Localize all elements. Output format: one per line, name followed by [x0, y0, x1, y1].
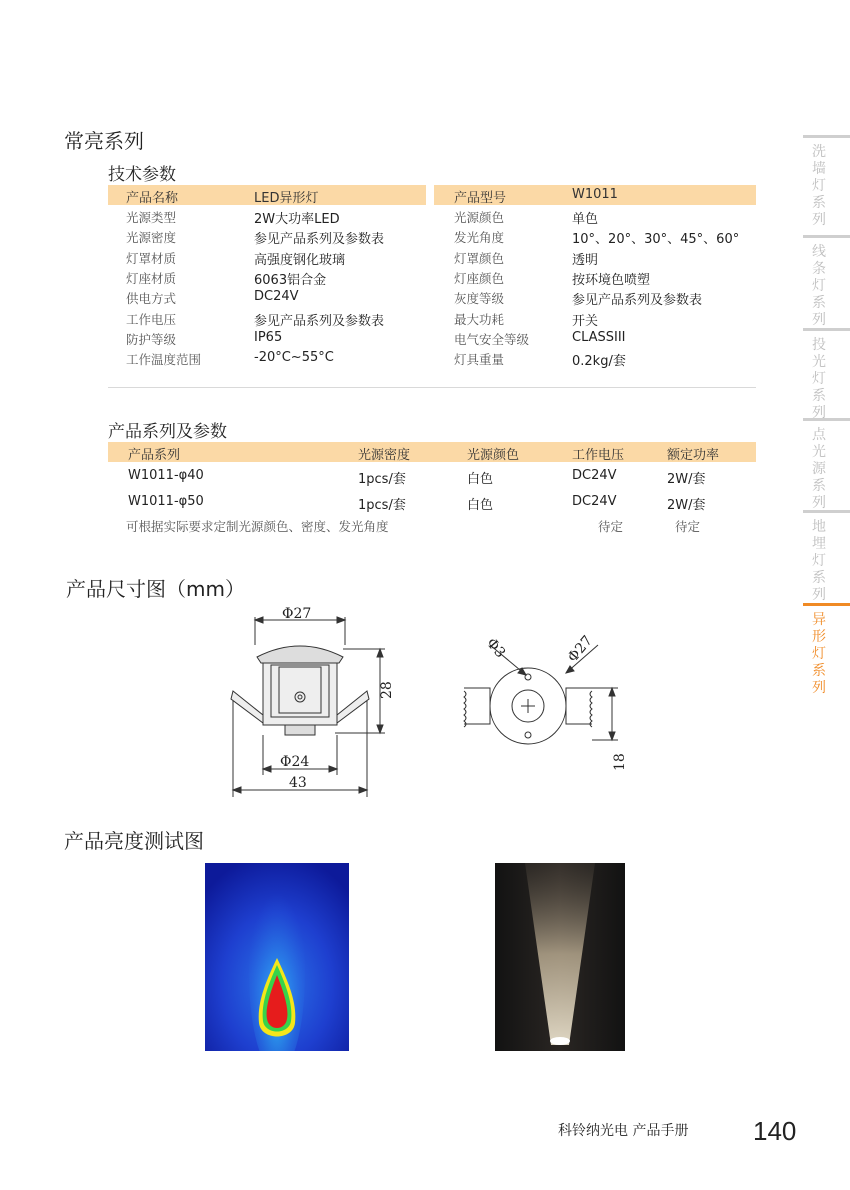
- spec-row-cell: 工作电压: [126, 311, 177, 327]
- series-col-color: 光源颜色: [467, 448, 520, 463]
- dim-depth-label: 18: [612, 753, 628, 771]
- side-tab[interactable]: [803, 510, 850, 602]
- series-heading: 产品系列及参数: [108, 422, 227, 442]
- side-tab-label: 地埋灯系列: [812, 519, 826, 603]
- series-col-power: 额定功率: [667, 448, 720, 463]
- dim-diameter-label: Φ27: [564, 632, 596, 666]
- series-row-cell: 1pcs/套: [358, 472, 406, 487]
- spec-row-cell: 发光角度: [454, 230, 505, 246]
- spec-row-cell: DC24V: [254, 289, 299, 305]
- spec-row-cell: 工作温度范围: [126, 352, 202, 368]
- brightness-heading: 产品亮度测试图: [64, 829, 204, 853]
- spec-row-cell: 光源密度: [126, 230, 177, 246]
- series-row-cell: DC24V: [572, 468, 617, 483]
- spec-row-cell: -20°C~55°C: [254, 350, 334, 366]
- side-tab[interactable]: [803, 235, 850, 326]
- section-title: 常亮系列: [64, 129, 144, 153]
- beam-image: [495, 863, 625, 1051]
- spec-row-cell: 10°、20°、30°、45°、60°: [572, 232, 740, 248]
- spec-row-cell: 灯座材质: [126, 270, 177, 286]
- spec-row-cell: 最大功耗: [454, 311, 505, 327]
- series-col-density: 光源密度: [358, 448, 411, 463]
- spec-header-model-label: 产品型号: [454, 191, 507, 206]
- top-view-drawing: [458, 615, 638, 785]
- side-tab[interactable]: [803, 135, 850, 234]
- spec-row-cell: 电气安全等级: [454, 331, 530, 347]
- series-col-voltage: 工作电压: [572, 448, 625, 463]
- spec-row-cell: 防护等级: [126, 331, 177, 347]
- spec-row-cell: 单色: [572, 212, 599, 227]
- spec-row-cell: 灰度等级: [454, 291, 505, 307]
- spec-row-cell: IP65: [254, 329, 283, 345]
- spec-row-cell: 0.2kg/套: [572, 354, 626, 370]
- spec-row-cell: 参见产品系列及参数表: [254, 313, 385, 329]
- spec-row-cell: 光源类型: [126, 210, 177, 225]
- spec-row-cell: 参见产品系列及参数表: [572, 293, 703, 309]
- series-row-cell: 1pcs/套: [358, 498, 406, 513]
- dim-width-label: 43: [289, 775, 307, 791]
- spec-row-cell: 透明: [572, 252, 599, 268]
- series-row-cell: W1011-φ50: [128, 494, 204, 509]
- spec-row-cell: 灯具重量: [454, 352, 505, 368]
- page-number: 140: [753, 1116, 797, 1146]
- side-view-drawing: [225, 605, 405, 805]
- series-row-cell: W1011-φ40: [128, 468, 204, 483]
- spec-row-cell: 按环境色喷塑: [572, 272, 651, 288]
- side-tab-label: 线条灯系列: [812, 244, 826, 328]
- series-row-cell: DC24V: [572, 494, 617, 509]
- spec-row-cell: 灯罩材质: [126, 250, 177, 266]
- spec-row-cell: 参见产品系列及参数表: [254, 232, 385, 248]
- side-tab[interactable]: [803, 328, 850, 421]
- spec-row-cell: CLASSIII: [572, 329, 626, 345]
- spec-row-cell: 灯罩颜色: [454, 250, 505, 266]
- series-row-cell: 2W/套: [667, 472, 706, 487]
- spec-header-name-label: 产品名称: [126, 191, 179, 206]
- spec-header-name-value: LED异形灯: [254, 191, 319, 206]
- dim-bottom-label: Φ24: [280, 754, 310, 770]
- spec-heading: 技术参数: [108, 165, 176, 185]
- side-tab[interactable]: [803, 603, 850, 701]
- series-row-cell: 白色: [467, 498, 494, 513]
- dimension-heading: 产品尺寸图（mm）: [66, 577, 245, 601]
- series-row-cell: 2W/套: [667, 498, 706, 513]
- spec-row-cell: 开关: [572, 313, 599, 329]
- series-note-voltage: 待定: [598, 519, 624, 534]
- spec-row-cell: 高强度钢化玻璃: [254, 252, 346, 268]
- side-tab-label: 点光源系列: [812, 427, 826, 511]
- series-note: 可根据实际要求定制光源颜色、密度、发光角度: [126, 519, 389, 534]
- spec-header-model-value: W1011: [572, 187, 618, 202]
- side-tab-label: 异形灯系列: [812, 612, 826, 696]
- dim-height-label: 28: [379, 681, 395, 699]
- side-tab-label: 投光灯系列: [812, 337, 826, 421]
- series-row-cell: 白色: [467, 472, 494, 487]
- series-header-band: [108, 442, 756, 462]
- spec-row-cell: 6063铝合金: [254, 272, 327, 288]
- spec-bottom-rule: [108, 387, 756, 388]
- spec-row-cell: 光源颜色: [454, 210, 505, 225]
- spec-row-cell: 供电方式: [126, 291, 177, 307]
- spec-row-cell: 2W大功率LED: [254, 212, 340, 227]
- series-note-power: 待定: [675, 519, 701, 534]
- series-col-name: 产品系列: [128, 448, 181, 463]
- spec-row-cell: 灯座颜色: [454, 270, 505, 286]
- heatmap-image: [205, 863, 349, 1051]
- side-tab[interactable]: [803, 418, 850, 509]
- side-tab-label: 洗墙灯系列: [812, 144, 826, 228]
- footer-company: 科铃纳光电 产品手册: [558, 1123, 689, 1139]
- dim-hole-label: Φ3: [482, 635, 509, 662]
- dim-top-label: Φ27: [282, 606, 312, 622]
